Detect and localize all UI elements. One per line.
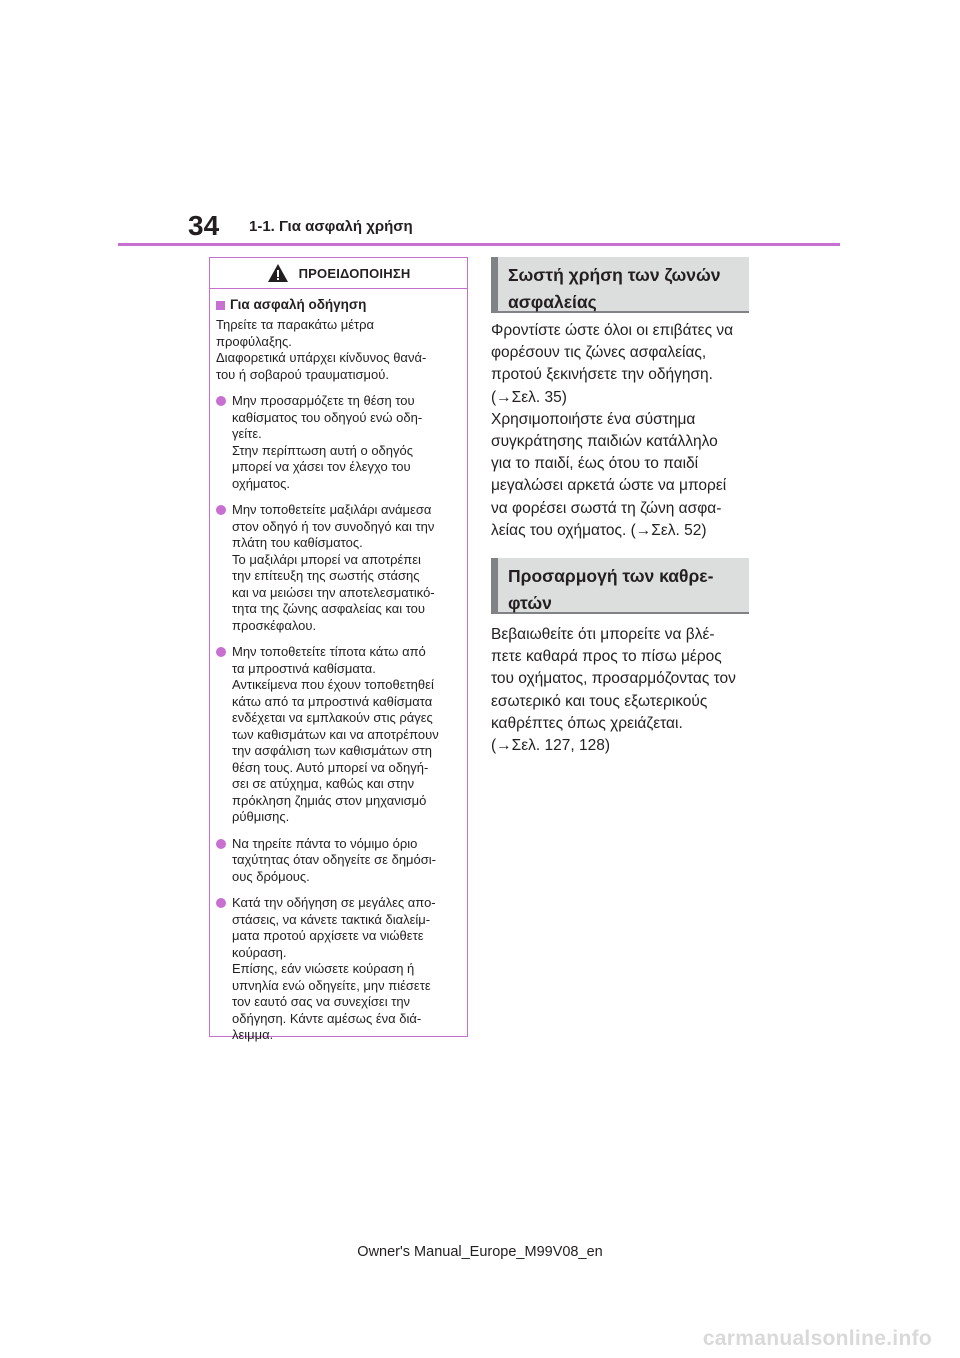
warning-bullet-text: Να τηρείτε πάντα το νόμιμο όριο ταχύτητας όταν οδηγείτε σε δημόσι- ους δρόμους. bbox=[232, 835, 437, 884]
bullet-dot-icon bbox=[216, 396, 226, 406]
warning-body bbox=[210, 297, 467, 1044]
header-rule bbox=[118, 243, 840, 246]
page-number: 34 bbox=[188, 210, 220, 241]
warning-header bbox=[210, 258, 467, 289]
bullet-dot-icon bbox=[216, 898, 226, 908]
warning-bullet bbox=[216, 836, 461, 886]
warning-bullet bbox=[216, 393, 461, 492]
warning-bullet-text: Μην προσαρμόζετε τη θέση του καθίσματος του οδηγού ενώ οδη- γείτε. Στην περίπτωση αυτή ο οδηγός μπορεί να χάσει τον έλεγχο του οχήματος. bbox=[232, 393, 423, 491]
section-title: 1-1. Για ασφαλή χρήση bbox=[249, 218, 413, 235]
warning-subheading-text: Για ασφαλή οδήγηση bbox=[230, 297, 367, 312]
section-heading-seat-belts: Σωστή χρήση των ζωνών ασφαλείας bbox=[491, 257, 749, 313]
bullet-dot-icon bbox=[216, 647, 226, 657]
section-body-seat-belts: Φροντίστε ώστε όλοι οι επιβάτες να φορέσουν τις ζώνες ασφαλείας, προτού ξεκινήσετε την οδήγηση. (→Σελ. 35) Χρησιμοποιήστε ένα σύστημα συγκράτησης παιδιών κατάλληλο για το παιδί, έως ότου το παιδί μεγαλώσει αρκετά ώστε να μπορεί να φορέσει σωστά τη ζώνη ασφα- λείας του οχήματος. (→Σελ. 52) bbox=[491, 322, 734, 539]
bullet-dot-icon bbox=[216, 505, 226, 515]
warning-subheading bbox=[216, 297, 461, 312]
bullet-dot-icon bbox=[216, 839, 226, 849]
warning-bullet bbox=[216, 644, 461, 826]
warning-bullet-text: Μην τοποθετείτε τίποτα κάτω από τα μπροστινά καθίσματα. Αντικείμενα που έχουν τοποθετηθεί κάτω από τα μπροστινά καθίσματα ενδέχεται να εμπλακούν στις ράγες των καθισμάτων και να αποτρέπουν την ασφάλιση των καθισμάτων στη θέση τους. Αυτό μπορεί να οδηγή- σει σε ατύχημα, καθώς και στην πρόκληση ζημιάς στον μηχανισμό ρύθμισης. bbox=[232, 644, 439, 824]
warning-box bbox=[209, 257, 468, 1042]
watermark: carmanualsonline.info bbox=[702, 1327, 932, 1350]
warning-title: ΠΡΟΕΙΔΟΠΟΙΗΣΗ bbox=[298, 265, 411, 281]
warning-bullet-text: Μην τοποθετείτε μαξιλάρι ανάμεσα στον οδηγό ή τον συνοδηγό και την πλάτη του καθίσματος. Το μαξιλάρι μπορεί να αποτρέπει την επίτευξη της σωστής στάσης και να μειώσει την αποτελεσματικό- τητα της ζώνης ασφαλείας και του προσκέφαλου. bbox=[232, 502, 435, 633]
warning-bullet-text: Κατά την οδήγηση σε μεγάλες απο- στάσεις, να κάνετε τακτικά διαλείμ- ματα προτού αρχίσετε να νιώθετε κούραση. Επίσης, εάν νιώσετε κούραση ή υπνηλία ενώ οδηγείτε, μην πιέσετε τον εαυτό σας να συνεχίσει την οδήγηση. Κάντε αμέσως ένα διά- λειμμα. bbox=[232, 895, 436, 1042]
square-bullet-icon bbox=[216, 301, 225, 310]
section-heading-mirrors: Προσαρμογή των καθρε- φτών bbox=[491, 558, 749, 614]
warning-triangle-icon bbox=[267, 263, 289, 283]
warning-bullet bbox=[216, 895, 461, 1044]
warning-intro: Τηρείτε τα παρακάτω μέτρα προφύλαξης. Διαφορετικά υπάρχει κίνδυνος θανά- του ή σοβαρού τραυματισμού. bbox=[216, 317, 427, 382]
section-body-mirrors: Βεβαιωθείτε ότι μπορείτε να βλέ- πετε καθαρά προς το πίσω μέρος του οχήματος, προσαρμόζοντας τον εσωτερικό και τους εξωτερικούς καθρέπτες όπως χρειάζεται. (→Σελ. 127, 128) bbox=[491, 626, 736, 755]
footer-text: Owner's Manual_Europe_M99V08_en bbox=[357, 1244, 603, 1260]
warning-bullet bbox=[216, 502, 461, 634]
